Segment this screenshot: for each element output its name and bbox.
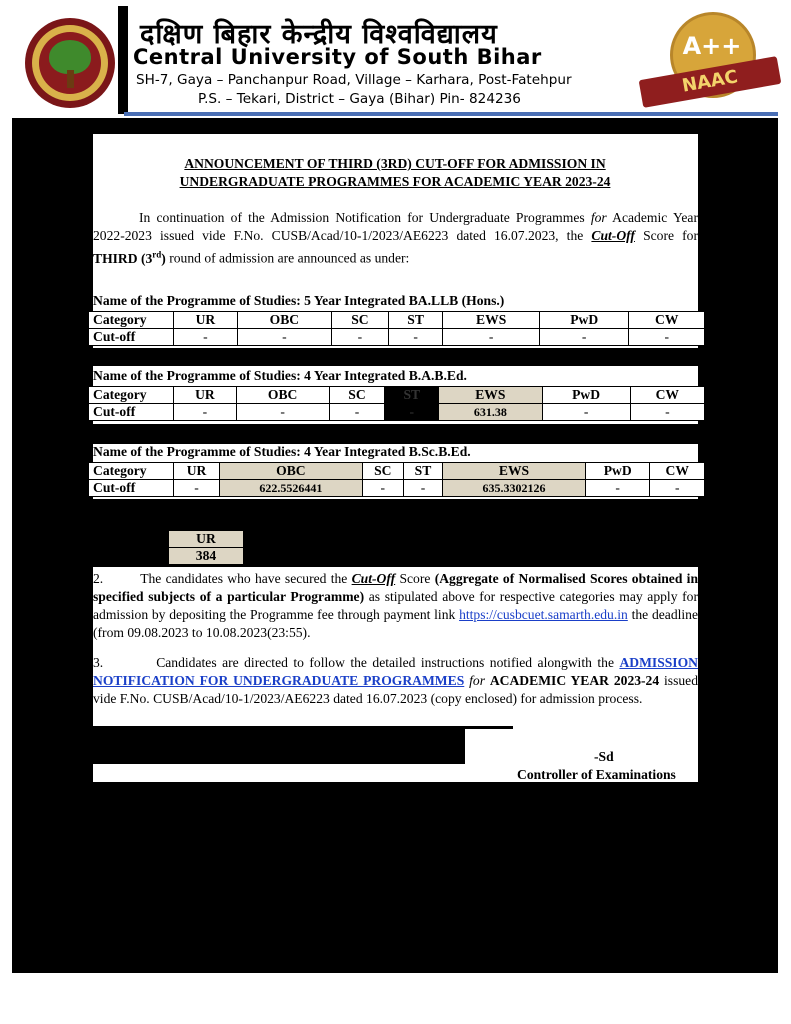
admission-notification-link[interactable]: ADMISSION NOTIFICATION FOR UNDERGRADUATE PROGRAMMES (93, 655, 698, 688)
table-header-cell: ST (403, 463, 442, 480)
table-row (169, 548, 244, 565)
table-header-cell: UR (174, 312, 238, 329)
address-line-1: SH-7, Gaya – Panchanpur Road, Village – Karhara, Post-Fatehpur (136, 72, 572, 88)
table-cell: - (443, 329, 540, 346)
row-label: Cut-off (89, 480, 174, 497)
table-header-cell: EWS (443, 463, 586, 480)
table-cell: - (385, 404, 439, 421)
redaction-bar (93, 726, 465, 764)
table-header-cell: UR (169, 531, 244, 548)
signature-mark: -Sd (594, 749, 614, 764)
header-divider (118, 6, 128, 114)
table-header-row (89, 312, 705, 329)
table-header-row (89, 387, 705, 404)
table-cell: - (585, 480, 650, 497)
redaction-bar (93, 424, 698, 444)
point-3-paragraph: 3. Candidates are directed to follow the detailed instructions notified alongwith the ADMISSION NOTIFICATION FOR UNDERGRADUATE PROGRAMMES for ACADEMIC YEAR 2023-24 issued vide F.No. CUSB/Acad/10-1/2023/AE6223 dated 16.07.2023 (copy enclosed) for admission process. (93, 655, 698, 706)
table-header-cell: SC (332, 312, 389, 329)
table-header-cell: PwD (585, 463, 650, 480)
table-row (89, 404, 705, 421)
row-label: Cut-off (89, 404, 174, 421)
table-cell: - (388, 329, 443, 346)
address-line-2: P.S. – Tekari, District – Gaya (Bihar) Pin- 824236 (198, 91, 521, 107)
signatory-designation: Controller of Examinations (517, 767, 676, 782)
table-header-cell: PwD (542, 387, 630, 404)
table-row (89, 329, 705, 346)
programme-name-babed: Name of the Programme of Studies: 4 Year Integrated B.A.B.Ed. (93, 368, 467, 383)
table-header-cell: EWS (439, 387, 542, 404)
table-cell: - (539, 329, 629, 346)
table-cell: - (630, 404, 704, 421)
table-header-cell: ST (385, 387, 439, 404)
table-cell: - (629, 329, 705, 346)
extra-ur-table (168, 530, 244, 565)
table-cell: 384 (169, 548, 244, 565)
naac-badge-icon (640, 8, 785, 108)
table-header-cell: EWS (443, 312, 540, 329)
table-header-cell: SC (329, 387, 385, 404)
notice-title-line-1: ANNOUNCEMENT OF THIRD (3RD) CUT-OFF FOR ADMISSION IN (184, 156, 606, 171)
table-cell: - (403, 480, 442, 497)
naac-grade: A++ (682, 32, 742, 60)
table-cell: - (329, 404, 385, 421)
table-header-cell: UR (174, 387, 237, 404)
header-rule (124, 112, 778, 116)
table-header-cell: SC (362, 463, 403, 480)
payment-link[interactable]: https://cusbcuet.samarth.edu.in (459, 607, 628, 622)
programme-name-ballb: Name of the Programme of Studies: 5 Year Integrated BA.LLB (Hons.) (93, 293, 505, 308)
table-header-cell: Category (89, 387, 174, 404)
redaction-bar (93, 348, 698, 366)
redaction-bar (465, 726, 513, 729)
table-cell: - (237, 329, 331, 346)
cutoff-table-babed (88, 386, 705, 421)
row-label: Cut-off (89, 329, 174, 346)
table-header-row (89, 463, 705, 480)
university-name: Central University of South Bihar (133, 45, 542, 69)
cutoff-table-ballb (88, 311, 705, 346)
table-cell: - (174, 480, 220, 497)
table-cell: 622.5526441 (220, 480, 363, 497)
table-header-cell: ST (388, 312, 443, 329)
table-header-row (169, 531, 244, 548)
table-cell: - (362, 480, 403, 497)
table-cell: - (650, 480, 705, 497)
table-header-cell: OBC (236, 387, 329, 404)
table-header-cell: Category (89, 312, 174, 329)
table-cell: - (174, 329, 238, 346)
table-cell: 635.3302126 (443, 480, 586, 497)
table-header-cell: Category (89, 463, 174, 480)
university-name-hindi: दक्षिण बिहार केन्द्रीय विश्वविद्यालय (140, 19, 498, 50)
table-cell: 631.38 (439, 404, 542, 421)
table-cell: - (542, 404, 630, 421)
table-header-cell: CW (629, 312, 705, 329)
table-header-cell: PwD (539, 312, 629, 329)
table-row (89, 480, 705, 497)
table-header-cell: OBC (220, 463, 363, 480)
letterhead (0, 0, 791, 118)
table-cell: - (236, 404, 329, 421)
table-header-cell: CW (630, 387, 704, 404)
notice-title (95, 155, 695, 191)
table-cell: - (174, 404, 237, 421)
cutoff-table-bscbed (88, 462, 705, 497)
notice-title-line-2: UNDERGRADUATE PROGRAMMES FOR ACADEMIC YEAR 2023-24 (179, 174, 611, 189)
table-header-cell: UR (174, 463, 220, 480)
table-cell: - (332, 329, 389, 346)
university-emblem-icon (25, 18, 115, 108)
programme-name-bscbed: Name of the Programme of Studies: 4 Year Integrated B.Sc.B.Ed. (93, 444, 471, 459)
point-2-paragraph: 2. The candidates who have secured the Cut-Off Score (Aggregate of Normalised Scores obtained in specified subjects of a particular Programme) as stipulated above for respective categories may apply for admission by depositing the Programme fee through payment link https://cusbcuet.samarth.edu.in the deadline (from 09.08.2023 to 10.08.2023(23:55). (93, 571, 699, 640)
table-header-cell: CW (650, 463, 705, 480)
naac-label: NAAC (680, 66, 740, 97)
intro-paragraph: In continuation of the Admission Notification for Undergraduate Programmes for Academic Year 2022-2023 issued vide F.No. CUSB/Acad/10-1/2023/AE6223 dated 16.07.2023, the Cut-Off Score for THIRD (3rd) round of admission are announced as under: (93, 210, 698, 266)
table-header-cell: OBC (237, 312, 331, 329)
